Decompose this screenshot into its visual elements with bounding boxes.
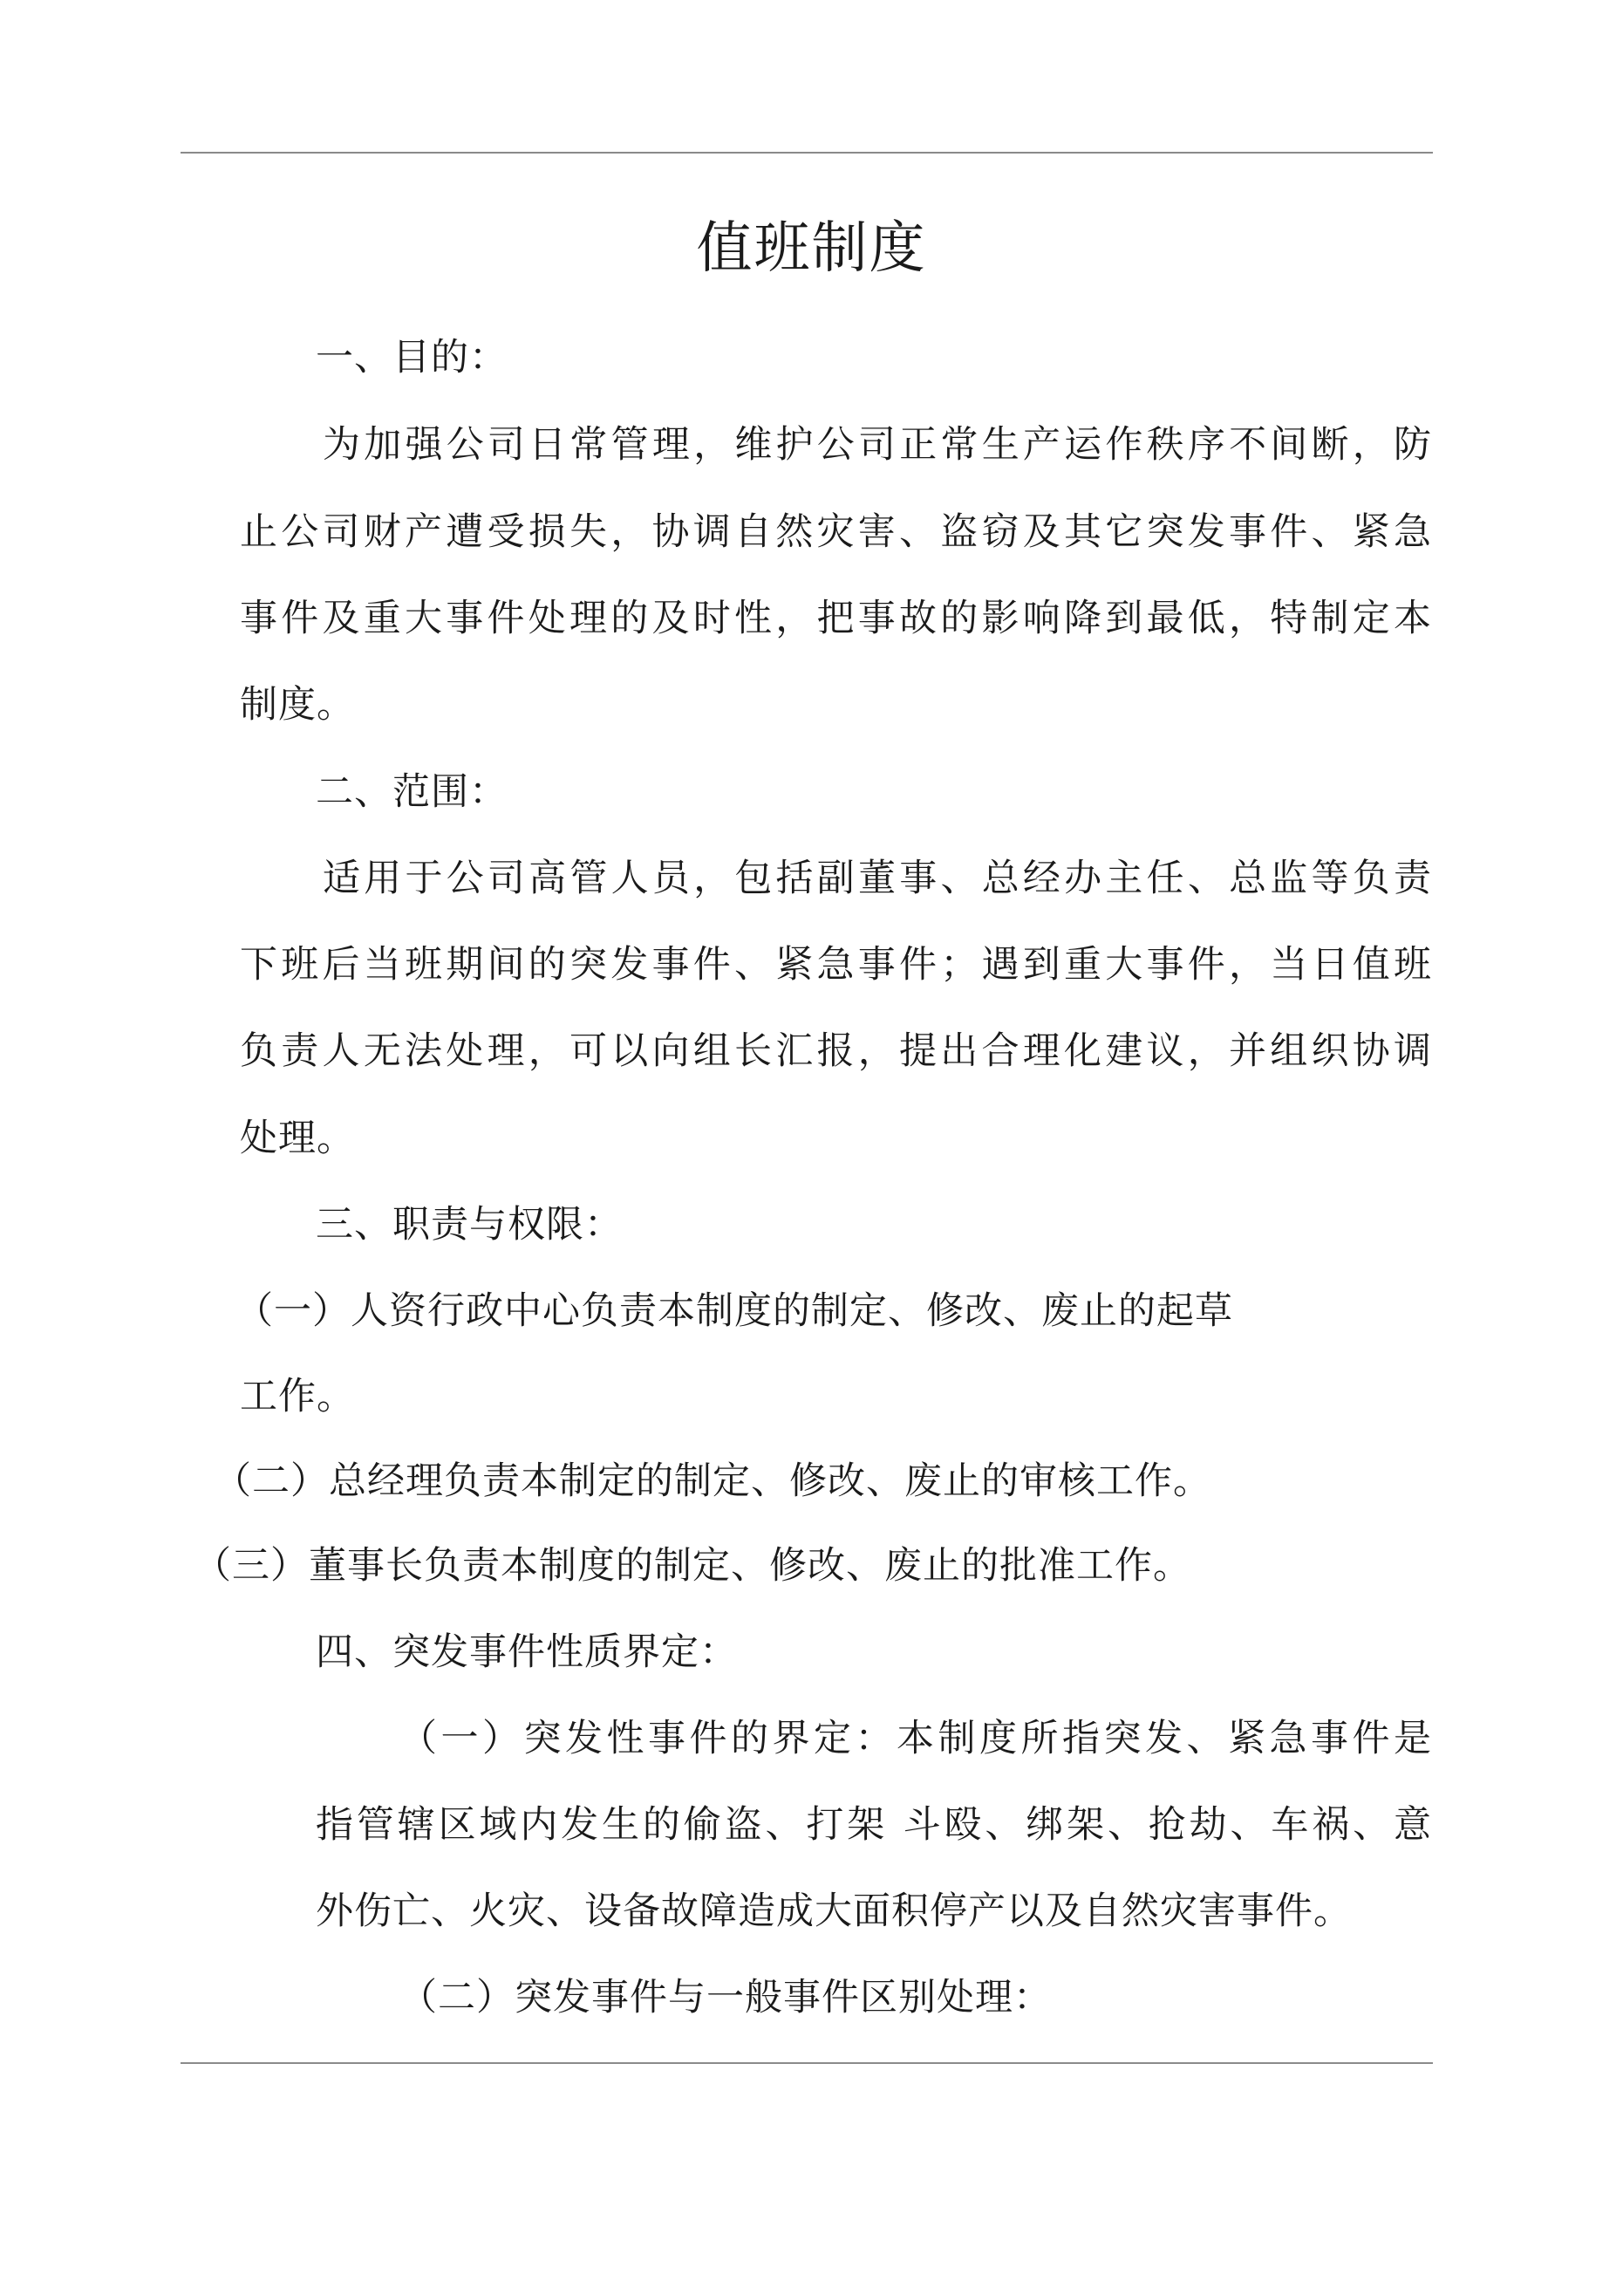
list-item-continuation: 工作。 [240,1375,355,1418]
paragraph-line: 指管辖区域内发生的偷盗、打架 斗殴、绑架、抢劫、车祸、意 [316,1803,1432,1847]
paragraph-line: 下班后当班期间的突发事件、紧急事件；遇到重大事件，当日值班 [240,943,1432,987]
header-rule [181,152,1433,154]
section-heading: 三、职责与权限： [316,1203,623,1247]
list-item: （一）人资行政中心负责本制度的制定、修改、废止的起草 [235,1289,1233,1333]
section-heading: 一、目的： [316,336,508,379]
paragraph-line: 事件及重大事件处理的及时性，把事故的影响降到最低，特制定本 [240,597,1432,640]
section-heading: 四、突发事件性质界定： [316,1630,738,1674]
paragraph-line: 处理。 [240,1117,355,1160]
sub-heading: （二）突发事件与一般事件区别处理： [399,1976,1052,2019]
paragraph-line: 外伤亡、火灾、设备故障造成大面积停产以及自然灾害事件。 [316,1889,1352,1933]
paragraph-line: （一）突发性事件的界定：本制度所指突发、紧急事件是 [399,1717,1432,1760]
paragraph-line: 止公司财产遭受损失，协调自然灾害、盗窃及其它突发事件、紧急 [240,510,1432,554]
paragraph-line: 制度。 [240,683,355,727]
document-title: 值班制度 [696,216,927,281]
list-item: （三）董事长负责本制度的制定、修改、废止的批准工作。 [194,1544,1191,1588]
footer-rule [181,2062,1433,2064]
list-item: （二）总经理负责本制定的制定、修改、废止的审核工作。 [214,1459,1211,1503]
paragraph-line: 为加强公司日常管理，维护公司正常生产运作秩序不间断，防 [323,423,1432,467]
paragraph-line: 负责人无法处理，可以向组长汇报，提出合理化建议，并组织协调 [240,1029,1432,1073]
section-heading: 二、范围： [316,770,508,814]
paragraph-line: 适用于公司高管人员，包括副董事、总经办主任、总监等负责 [323,857,1432,900]
